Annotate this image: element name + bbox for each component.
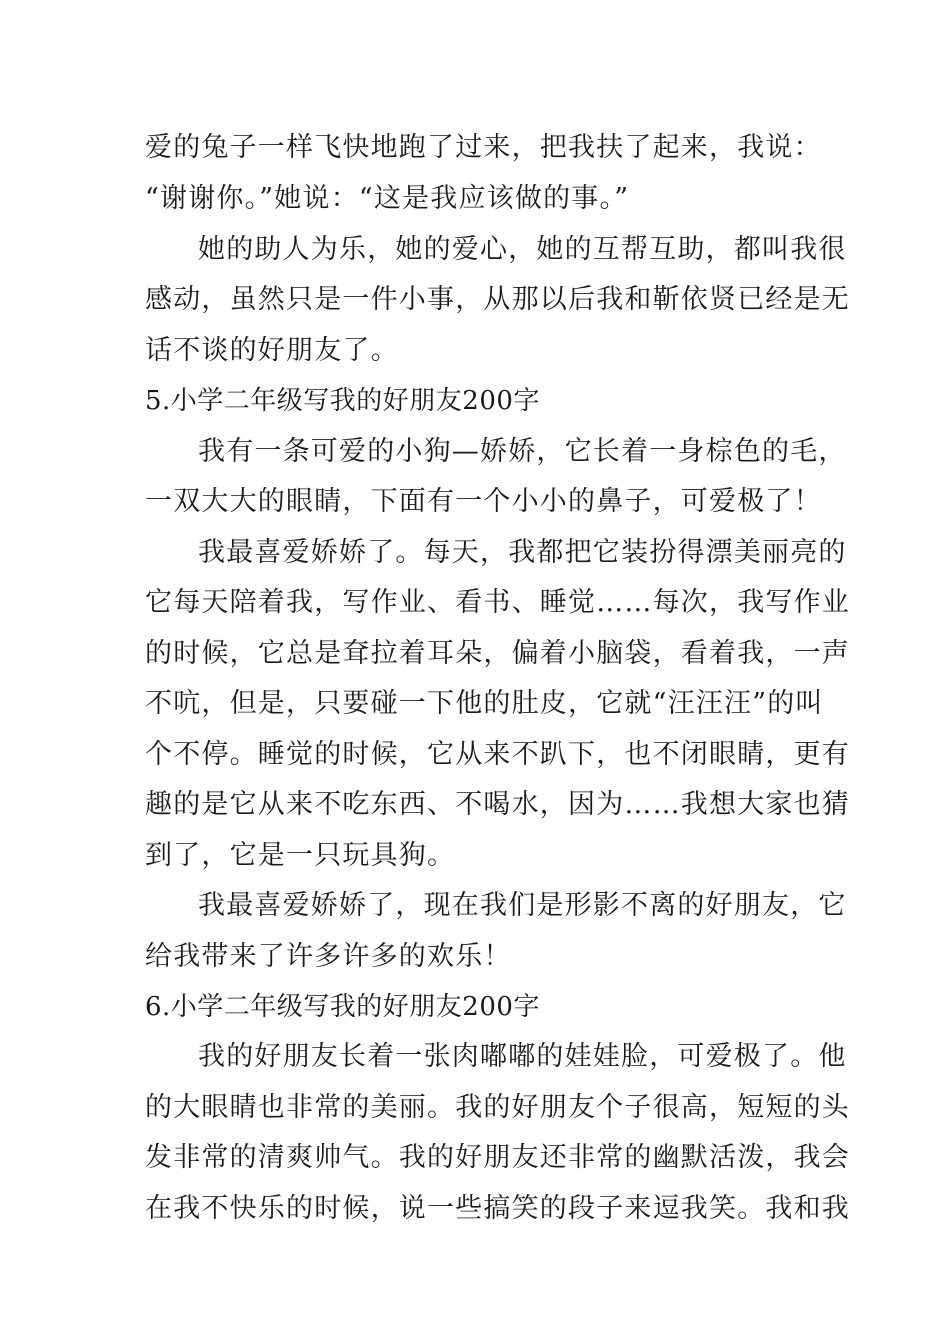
text-line: 它每天陪着我，写作业、看书、睡觉……每次，我写作业 xyxy=(145,587,850,618)
text-line: 到了，它是一只玩具狗。 xyxy=(145,840,456,871)
paragraph-start-line: 我最喜爱娇娇了，现在我们是形影不离的好朋友，它 xyxy=(198,890,847,921)
text-line: 爱的兔子一样飞快地跑了过来，把我扶了起来，我说： xyxy=(145,132,822,163)
section-heading-5: 5.小学二年级写我的好朋友200字 xyxy=(145,386,540,416)
paragraph-start-line: 我最喜爱娇娇了。每天，我都把它装扮得漂美丽亮的 xyxy=(198,537,847,568)
paragraph-start-line: 我的好朋友长着一张肉嘟嘟的娃娃脸，可爱极了。他 xyxy=(198,1041,847,1072)
text-line: 话不谈的好朋友了。 xyxy=(145,335,399,366)
text-line: 趣的是它从来不吃东西、不喝水，因为……我想大家也猜 xyxy=(145,789,850,820)
text-line: 的大眼睛也非常的美丽。我的好朋友个子很高，短短的头 xyxy=(145,1092,850,1123)
paragraph-start-line: 我有一条可爱的小狗—娇娇，它长着一身棕色的毛， xyxy=(198,436,847,467)
text-line: 在我不快乐的时候，说一些搞笑的段子来逗我笑。我和我 xyxy=(145,1193,850,1224)
section-heading-6: 6.小学二年级写我的好朋友200字 xyxy=(145,992,540,1022)
text-line: 感动，虽然只是一件小事，从那以后我和靳依贤已经是无 xyxy=(145,284,850,315)
text-line: 给我带来了许多许多的欢乐！ xyxy=(145,941,512,972)
text-line: 发非常的清爽帅气。我的好朋友还非常的幽默活泼，我会 xyxy=(145,1142,850,1173)
text-line: “谢谢你。”她说：“这是我应该做的事。” xyxy=(145,183,630,214)
paragraph-start-line: 她的助人为乐，她的爱心，她的互帮互助，都叫我很 xyxy=(198,234,847,265)
text-line: 一双大大的眼睛，下面有一个小小的鼻子，可爱极了！ xyxy=(145,486,822,517)
text-line: 个不停。睡觉的时候，它从来不趴下，也不闭眼睛，更有 xyxy=(145,739,850,770)
text-line: 不吭，但是，只要碰一下他的肚皮，它就“汪汪汪”的叫 xyxy=(145,688,824,719)
text-line: 的时候，它总是耷拉着耳朵，偏着小脑袋，看着我，一声 xyxy=(145,638,850,669)
